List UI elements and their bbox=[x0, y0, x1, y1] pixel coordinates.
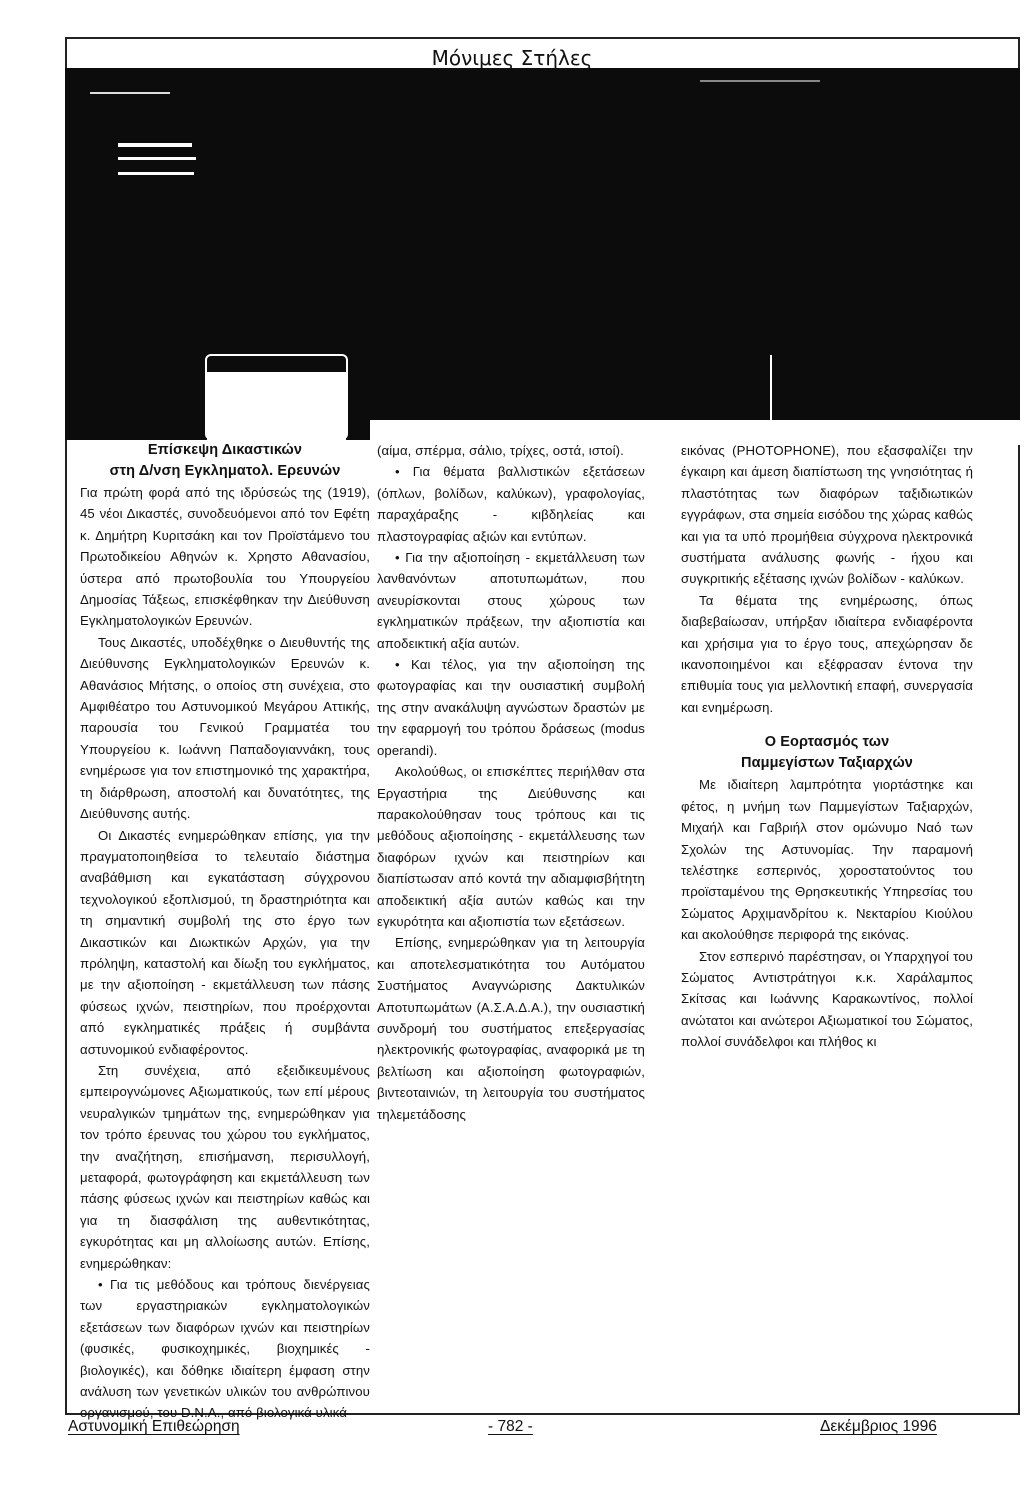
paragraph: Με ιδιαίτερη λαμπρότητα γιορτάστηκε και φέτος, η μνήμη των Παμμεγίστων Ταξιαρχών, Μιχαήλ και Γαβριήλ στον ομώνυμο Ναό των Σχολών της Αστυνομίας. Την παραμονή τελέστηκε εσπερινός, χοροστατούντος του προϊσταμένου της Θρησκευτικής Υπηρεσίας του Σώματος Αρχιμανδρίτου κ. Νεκταρίου Κιούλου και ακολούθησε περιφορά της εικόνας. bbox=[681, 777, 973, 943]
paragraph: Στον εσπερινό παρέστησαν, οι Υπαρχηγοί του Σώματος Αντιστράτηγοι κ.κ. Χαράλαμπος Σκίτσας και Ιωάννης Καρακωντίνος, πολλοί ανώτατοι και ανώτεροι Αξιωματικοί του Σώματος, πολλοί συνάδελφοι και πλήθος κι bbox=[681, 948, 973, 1050]
issue-date: Δεκέμβριος 1996 bbox=[820, 1418, 937, 1435]
photo-highlight bbox=[90, 92, 170, 94]
photo-highlight bbox=[207, 372, 346, 440]
photo-right bbox=[708, 68, 1020, 420]
paragraph: • Για θέματα βαλλιστικών εξετάσεων (όπλων, βολίδων, καλύκων), γραφολογίας, παραχάραξης - κιβδηλείας και πλαστογραφίας αξιών και εντύπων. bbox=[377, 464, 645, 544]
photo-highlight bbox=[118, 172, 194, 175]
paragraph: εικόνας (PHOTOPHONE), που εξασφαλίζει την έγκαιρη και άμεση διαπίστωση της γνησιότητας ή πλαστότητας των διαφόρων ταξιδιωτικών εγγράφων, στα σημεία εισόδου της χώρας καθώς και για τα υπό προμήθεια σύγχρονα ηλεκτρονικά συστήματα ανάλυσης φωνής - ήχου και συγκριτικής εξέτασης ιχνών βολίδων - καλύκων. bbox=[681, 443, 973, 587]
paragraph: Για πρώτη φορά από της ιδρύσεώς της (1919), 45 νέοι Δικαστές, συνοδευόμενοι από τον Εφέτη κ. Δημήτρη Κυριτσάκη και τον Προϊστάμενο του Πρωτοδικείου Αθηνών κ. Χρηστο Αθανασίου, ύστερα από πρωτοβουλία του Υπουργείου Δημοσίας Τάξεως, επισκέφθηκαν την Διεύθυνση Εγκληματολογικών Ερευνών. bbox=[80, 485, 370, 629]
section-title: Μόνιμες Στήλες bbox=[431, 46, 593, 70]
paragraph: Στη συνέχεια, από εξειδικευμένους εμπειρογνώμονες Αξιωματικούς, των επί μέρους νευραλγικών τμημάτων της, ενημερώθηκαν για τον τρόπο έρευνας του χώρου του εγκλήματος, την αναζήτηση, επισήμανση, περισυλλογή, μεταφορά, φωτογράφηση και εκμετάλλευση των πάσης φύσεως ιχνών και πειστηρίων καθώς και για τη διασφάλιση της αυθεντικότητας, εγκυρότητας και μη αλλοίωσης αυτών. Επίσης, ενημερώθηκαν: bbox=[80, 1062, 370, 1271]
photo-highlight bbox=[118, 157, 196, 160]
paragraph: • Για την αξιοποίηση - εκμετάλλευση των λανθανόντων αποτυπωμάτων, που ανευρίσκονται στους χώρους των εγκληματικών πράξεων, την αξιοπιστία και αποδεικτική αξία αυτών. bbox=[377, 550, 645, 651]
photo-highlight bbox=[700, 80, 820, 82]
paragraph: Ακολούθως, οι επισκέπτες περιήλθαν στα Εργαστήρια της Διεύθυνσης και παρακολούθησαν τους τρόπους και τις μεθόδους αξιοποίησης - εκμετάλλευσης των διαφόρων ιχνών και πειστηρίων και διαπίστωσαν από κοντά την αδιαμφισβήτητη αποδεικτική αξία αυτών καθώς και την εγκυρότητα και αξιοπιστία των εξετάσεων. bbox=[377, 764, 645, 929]
paragraph: Τα θέματα της ενημέρωσης, όπως διαβεβαίωσαν, υπήρξαν ιδιαίτερα ενδιαφέροντα και χρήσιμα για το έργο τους, απεχώρησαν δε ικανοποιημένοι και εξέφρασαν έντονα την επιθυμία τους για μελλοντική επαφή, συνεργασία και ενημέρωση. bbox=[681, 592, 973, 715]
article-heading: Παμμεγίστων Ταξιαρχών bbox=[741, 755, 913, 772]
column-3 bbox=[681, 440, 973, 1053]
publication-name: Αστυνομική Επιθεώρηση bbox=[68, 1418, 240, 1435]
column-2 bbox=[377, 440, 645, 1125]
paragraph: (αίμα, σπέρμα, σάλιο, τρίχες, οστά, ιστοί). bbox=[377, 443, 624, 458]
column-1 bbox=[80, 440, 370, 1424]
photo-highlight bbox=[770, 355, 772, 427]
paragraph: • Και τέλος, για την αξιοποίηση της φωτογραφίας και την ουσιαστική συμβολή της στην ανακάλυψη αγνώστων δραστών με την εφαρμογή του τρόπου δράσεως (modus operandi). bbox=[377, 657, 645, 758]
paragraph: • Για τις μεθόδους και τρόπους διενέργειας των εργαστηριακών εγκληματολογικών εξετάσεων των διαφόρων ιχνών και πειστηρίων (φυσικές, φυσικοχημικές, βιοχημικές - βιολογικές), και δόθηκε ιδιαίτερη έμφαση στην ανάλυση των γενετικών υλικών του ανθρώπινου οργανισμού, του D.N.A., από βιολογικά υλικά bbox=[80, 1277, 370, 1421]
paragraph: Οι Δικαστές ενημερώθηκαν επίσης, για την πραγματοποιηθείσα το τελευταίο διάστημα αναβάθμιση και εγκατάσταση σύγχρονου τεχνολογικού εξοπλισμού, τη δραστηριότητα και τη σημαντική συμβολή της στο έργο των Δικαστικών και Διωκτικών Αρχών, για την πρόληψη, καταστολή και δίωξη του εγκλήματος, με την αξιοποίηση - εκμετάλλευση των πάσης φύσεως ιχνών, πειστηρίων, που προέρχονται από εγκληματικές πράξεις ή συμβάντα αστυνομικού ενδιαφέροντος. bbox=[80, 827, 370, 1057]
paragraph: Επίσης, ενημερώθηκαν για τη λειτουργία και αποτελεσματικότητα του Αυτόματου Συστήματος Αναγνώρισης Δακτυλικών Αποτυπωμάτων (Α.Σ.Α.Δ.Α.), την ουσιαστική συνδρομή του συστήματος επεξεργασίας ηλεκτρονικής φωτογραφίας, αναφορικά με τη βελτίωση και αξιοποίηση φωτογραφιών, βιντεοταινιών, τη λειτουργία του συστήματος τηλεμετάδοσης bbox=[377, 935, 645, 1122]
photo-highlight bbox=[118, 143, 192, 147]
article-heading: Ο Εορτασμός των bbox=[764, 734, 890, 751]
photo-center bbox=[378, 68, 708, 420]
paragraph: Τους Δικαστές, υποδέχθηκε ο Διευθυντής της Διεύθυνσης Εγκληματολογικών Ερευνών κ. Αθανάσιος Μήτσης, ο οποίος στη συνέχεια, στο Αμφιθέατρο του Αστυνομικού Μεγάρου Αττικής, παρουσία του Γενικού Γραμματέα του Υπουργείου κ. Ιωάννη Παπαδογιαννάκη, τους ενημέρωσε για τον επιστημονικό της χαρακτήρα, τη διάρθρωση, αποστολή και δυνατότητες, της Διεύθυνσης αυτής. bbox=[80, 634, 370, 822]
article-heading: Επίσκεψη Δικαστικών bbox=[147, 442, 303, 458]
article-heading: στη Δ/νση Εγκληματολ. Ερευνών bbox=[109, 463, 341, 479]
page-number: - 782 - bbox=[488, 1418, 533, 1435]
